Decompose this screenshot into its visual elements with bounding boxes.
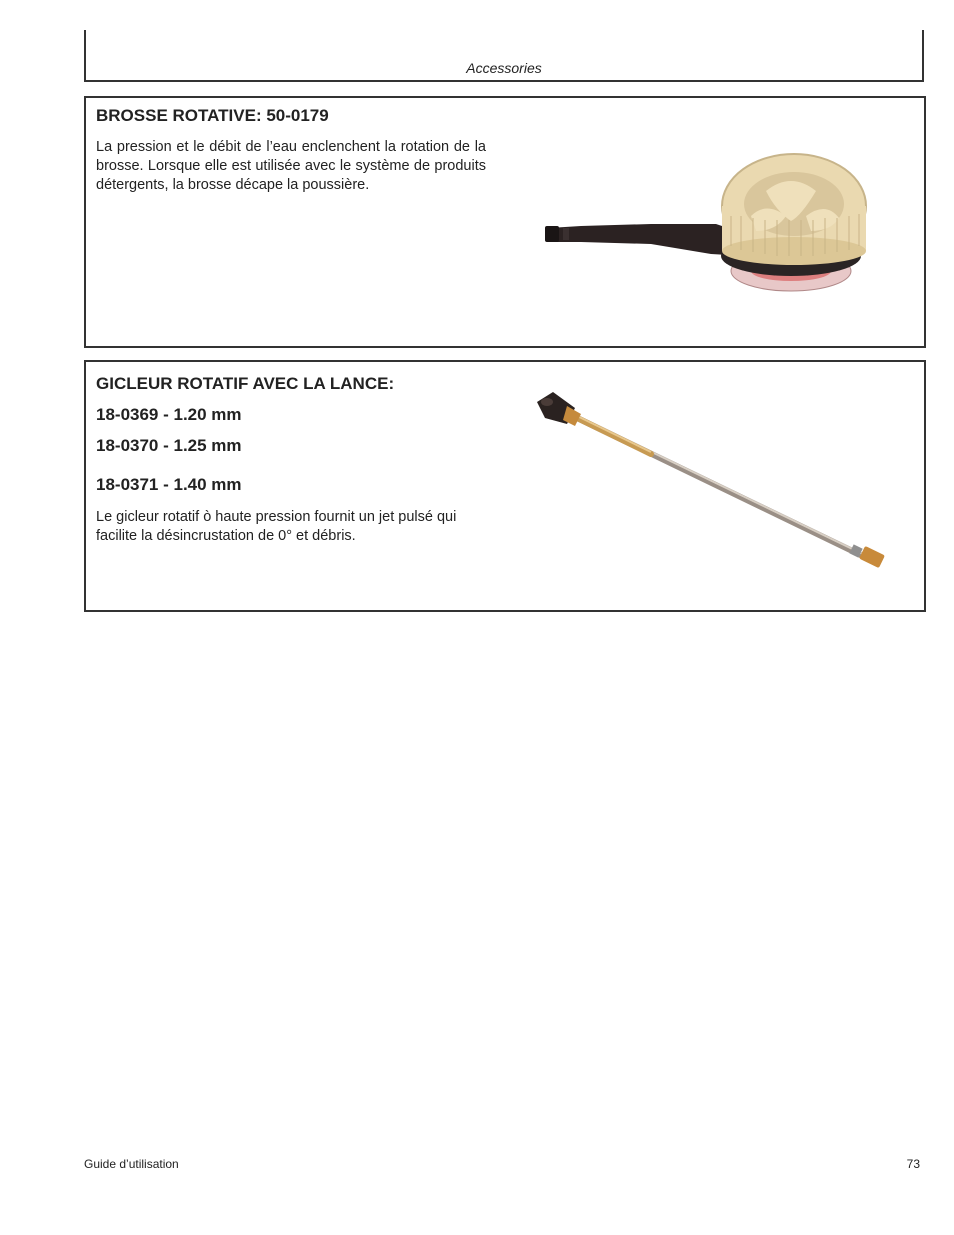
footer-guide-label: Guide d’utilisation xyxy=(84,1157,179,1171)
section-title: Accessories xyxy=(466,60,542,76)
rotating-nozzle-lance-illustration xyxy=(531,390,901,580)
brush-description: La pression et le débit de l’eau enclenchent la rotation de la brosse. Lorsque elle est utilisée avec le système de produits détergents, la brosse décape la poussière. xyxy=(96,139,486,193)
header-frame xyxy=(84,30,924,82)
part-number-3: 18-0371 - 1.40 mm xyxy=(96,475,242,494)
brush-accessory-box xyxy=(84,96,926,348)
nozzle-accessory-box xyxy=(84,360,926,612)
nozzle-description: Le gicleur rotatif ò haute pression fournit un jet pulsé qui facilite la désincrustation de 0° et débris. xyxy=(96,509,457,544)
rotating-brush-illustration xyxy=(541,146,881,306)
nozzle-title: GICLEUR ROTATIF AVEC LA LANCE: xyxy=(96,374,395,393)
brush-title: BROSSE ROTATIVE: 50-0179 xyxy=(96,106,329,125)
part-number-1: 18-0369 - 1.20 mm xyxy=(96,405,242,424)
part-number-2: 18-0370 - 1.25 mm xyxy=(96,436,242,455)
page-number: 73 xyxy=(906,1157,920,1171)
